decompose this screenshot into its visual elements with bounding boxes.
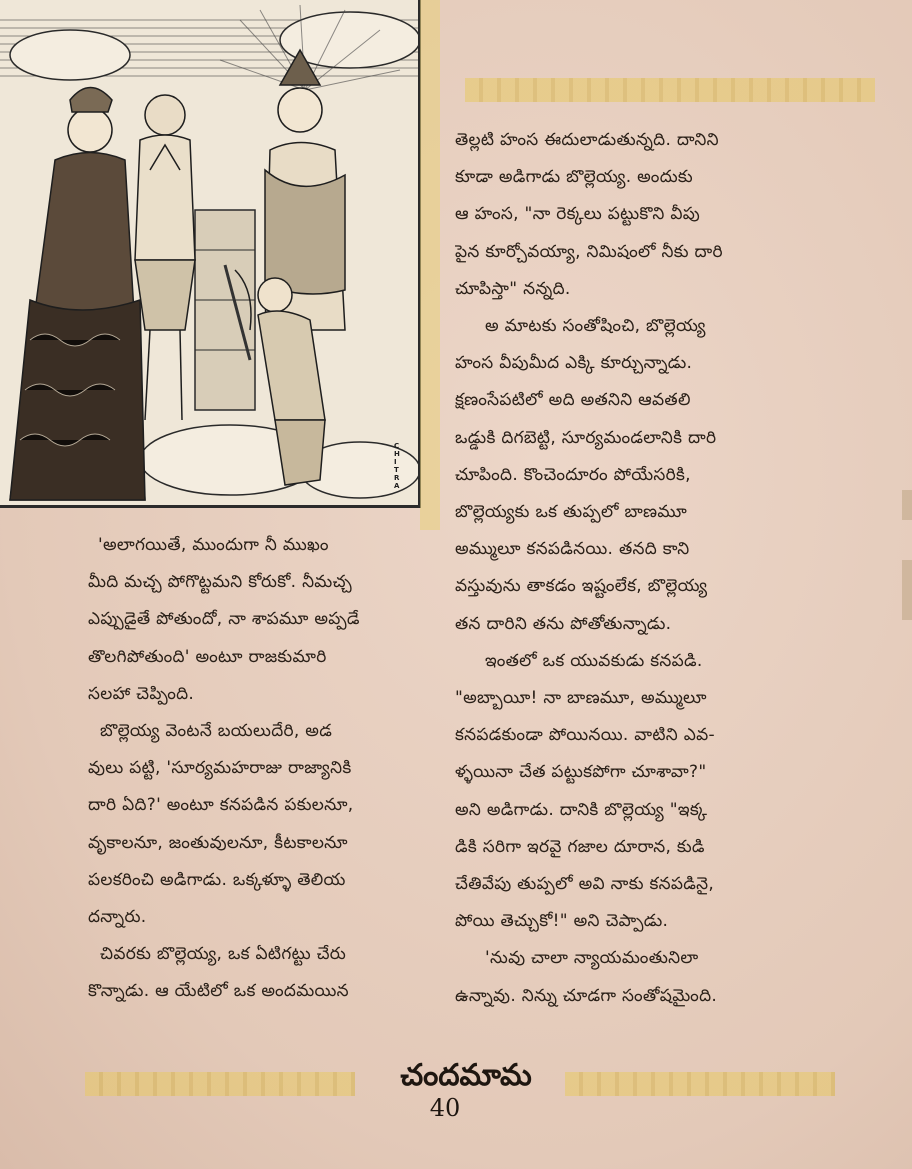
text-line: హంస వీపుమీద ఎక్కి కూర్చున్నాడు. [455,353,693,374]
svg-text:I: I [394,458,397,466]
page-edge-mark [902,490,912,520]
svg-text:A: A [394,482,400,490]
text-line: దన్నారు. [88,907,147,928]
text-line: తెల్లటి హంస ఈదులాడుతున్నది. దానిని [455,130,719,150]
text-line: పోయి తెచ్చుకో!" అని చెప్పాడు. [455,911,669,932]
text-line: బొల్లెయ్య వెంటనే బయలుదేరి, అడ [100,721,333,742]
text-line: "అబ్బాయీ! నా బాణమూ, అమ్ములూ [455,688,707,709]
text-line: అని అడిగాడు. దానికి బొల్లెయ్య "ఇక్క [455,799,708,820]
text-line: వృకాలనూ, జంతువులనూ, కీటకాలనూ [88,832,348,853]
left-text-column [88,527,444,1011]
page-edge-mark [902,560,912,620]
text-line: చివరకు బొల్లెయ్య, ఒక ఏటిగట్టు చేరు [100,944,347,965]
text-line: డికి సరిగా ఇరవై గజాల దూరాన, కుడి [455,836,705,857]
text-line: బొల్లెయ్యకు ఒక తుప్పలో బాణమూ [455,502,688,523]
text-line: తొలగిపోతుంది' అంటూ రాజకుమారి [88,646,327,667]
text-line: ఉన్నావు. నిన్ను చూడగా సంతోషమైంది. [455,985,718,1006]
footer-decorative-band-left [85,1072,355,1096]
right-text-column [455,122,875,1015]
text-line: పైన కూర్చోవయ్యా, నిమిషంలో నీకు దారి [455,241,723,262]
artist-signature: C [394,442,400,450]
text-line: 'నువు చాలా న్యాయమంతునిలా [485,948,699,969]
text-line: పలకరించి అడిగాడు. ఒక్కళ్ళూ తెలియ [88,869,346,890]
text-line: ఆ హంస, "నా రెక్కలు పట్టుకొని వీపు [455,204,701,225]
text-line: అ మాటకు సంతోషించి, బొల్లెయ్య [485,316,706,337]
text-line: కూడా అడిగాడు బొల్లెయ్య. అందుకు [455,167,693,188]
page-number: 40 [429,1094,461,1122]
text-line: 'అలాగయితే, ముందుగా నీ ముఖం [98,535,329,555]
text-line: క్షణంసేపటిలో అది అతనిని ఆవతలి [455,390,691,411]
svg-text:R: R [394,474,400,482]
text-line: చూపిస్తా" నన్నది. [455,278,571,299]
text-line: చేతివేపు తుప్పలో అవి నాకు కనపడినై, [455,874,715,895]
text-line: వస్తువును తాకడం ఇష్టంలేక, బొల్లెయ్య [455,576,708,597]
decorative-top-band [465,78,875,102]
text-line: వులు పట్టి, 'సూర్యమహరాజు రాజ్యానికి [88,758,352,779]
svg-text:T: T [394,466,399,474]
text-line: దారి ఏది?' అంటూ కనపడిన పకులనూ, [88,795,354,816]
text-line: కనపడకుండా పోయినయి. వాటిని ఎవ- [455,725,715,746]
text-line: అమ్ములూ కనపడినయి. తనది కాని [455,539,690,560]
story-illustration [0,0,421,508]
text-line: తన దారిని తను పోతోతున్నాడు. [455,613,672,634]
text-line: మీది మచ్చ పోగొట్టమని కోరుకో. నీమచ్చ [88,572,352,593]
text-line: చూపింది. కొంచెందూరం పోయేసరికి, [455,464,691,485]
text-line: ఎప్పుడైతే పోతుందో, నా శాపమూ అప్పడే [88,609,360,630]
text-line: ళ్ళయినా చేత పట్టుకపోగా చూశావా?" [455,762,707,783]
footer-decorative-band-right [565,1072,835,1096]
text-line: కొన్నాడు. ఆ యేటిలో ఒక అందమయిన [88,981,349,1002]
decorative-yellow-strip [420,0,440,530]
text-line: ఒడ్డుకి దిగబెట్టి, సూర్యమండలానికి దారి [455,427,717,448]
text-line: సలహా చెప్పింది. [88,683,195,704]
magazine-title: చందమామ [400,1058,532,1093]
svg-text:H: H [394,450,400,458]
text-line: ఇంతలో ఒక యువకుడు కనపడి. [485,650,703,671]
